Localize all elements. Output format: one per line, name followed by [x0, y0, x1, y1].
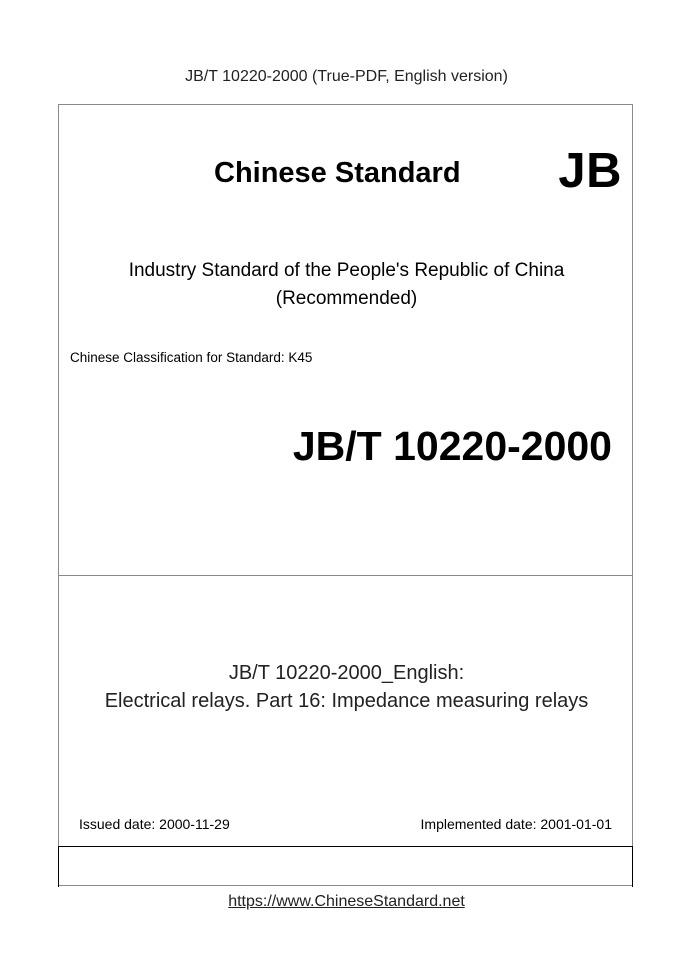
- title-line-2: Electrical relays. Part 16: Impedance measuring relays: [104, 690, 589, 712]
- bottom-box: [58, 846, 633, 887]
- issued-date: Issued date: 2000-11-29: [79, 816, 230, 832]
- industry-line-2: (Recommended): [275, 288, 418, 309]
- jb-mark: JB: [558, 144, 622, 198]
- industry-standard-line: [59, 257, 634, 313]
- title-line-1: JB/T 10220-2000_English:: [228, 662, 465, 684]
- header-note: JB/T 10220-2000 (True-PDF, English version): [185, 68, 508, 85]
- section-divider: [59, 575, 632, 576]
- cover-frame: [58, 104, 633, 886]
- classification: Chinese Classification for Standard: K45: [70, 350, 313, 365]
- footer-link[interactable]: https://www.ChineseStandard.net: [228, 893, 465, 910]
- footer: [0, 893, 693, 911]
- standard-number: JB/T 10220-2000: [292, 423, 612, 469]
- industry-line-1: Industry Standard of the People's Republic of China: [128, 260, 565, 281]
- chinese-standard-heading: Chinese Standard: [214, 157, 461, 189]
- implemented-date: Implemented date: 2001-01-01: [420, 816, 612, 832]
- document-title: [59, 659, 634, 715]
